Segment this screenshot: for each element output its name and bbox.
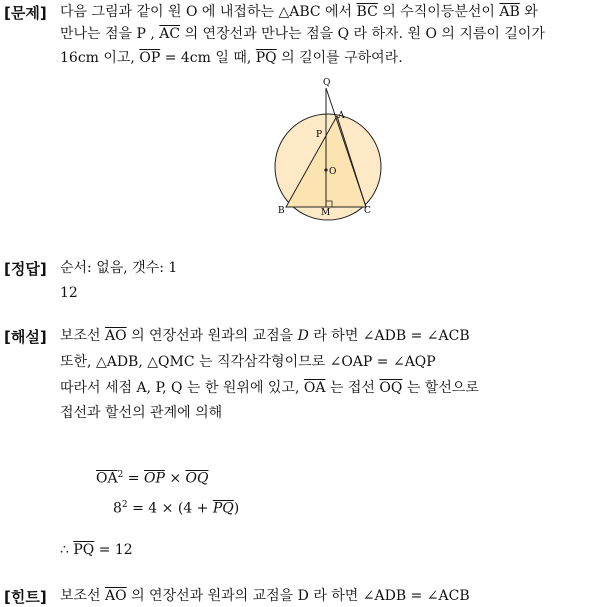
equation-2: $8^2 = 4 \times (4 + \overline{PQ})$ [113, 500, 240, 517]
point-m: M [321, 208, 331, 218]
solution-line-3: 따라서 세점 A, P, Q 는 한 원위에 있고, $\overline{OA}$ 는 접선 $\overline{OQ}$ 는 할선으로 [60, 380, 479, 396]
point-p: P [316, 130, 323, 140]
answer-line-2: 12 [60, 285, 78, 301]
problem-label: [문제] [4, 4, 47, 22]
problem-line-3: 16cm 이고, $\overline{OP} = 4cm$ 일 때, $\overline{PQ}$ 의 길이를 구하여라. [60, 50, 403, 66]
hint-label: [힌트] [4, 588, 47, 606]
solution-label: [해설] [4, 328, 47, 346]
answer-label: [정답] [4, 260, 47, 278]
solution-line-2: 또한, △ADB, △QMC 는 직각삼각형이므로 ∠OAP = ∠AQP [60, 354, 436, 370]
point-a: A [338, 111, 345, 121]
problem-line-1: 다음 그림과 같이 원 O 에 내접하는 △ABC 에서 $\overline{BC}$ 의 수직이등분선이 $\overline{AB}$ 와 [60, 4, 538, 20]
equation-1: $\overline{OA}^2 = \overline{OP} \times \overline{OQ}$ [96, 470, 209, 487]
hint-line: 보조선 $\overline{AO}$ 의 연장선과 원과의 교점을 D 라 하면 ∠ADB = ∠ACB [60, 588, 470, 604]
solution-line-4: 접선과 할선의 관계에 의해 [60, 405, 223, 421]
problem-line-2: 만나는 점을 P , $\overline{AC}$ 의 연장선과 만나는 점을 Q 라 하자. 원 O 의 지름이 길이가 [60, 26, 545, 42]
conclusion: ∴ $\overline{PQ} = 12$ [60, 542, 133, 558]
geometry-figure [268, 72, 388, 222]
point-b: B [278, 206, 285, 216]
center-point [324, 168, 327, 171]
point-c: C [364, 206, 371, 216]
answer-line-1: 순서: 없음, 갯수: 1 [60, 260, 178, 276]
point-q: Q [323, 78, 331, 88]
solution-line-1: 보조선 $\overline{AO}$ 의 연장선과 원과의 교점을 D 라 하면 ∠ADB = ∠ACB [60, 328, 470, 344]
point-o: O [329, 167, 337, 177]
